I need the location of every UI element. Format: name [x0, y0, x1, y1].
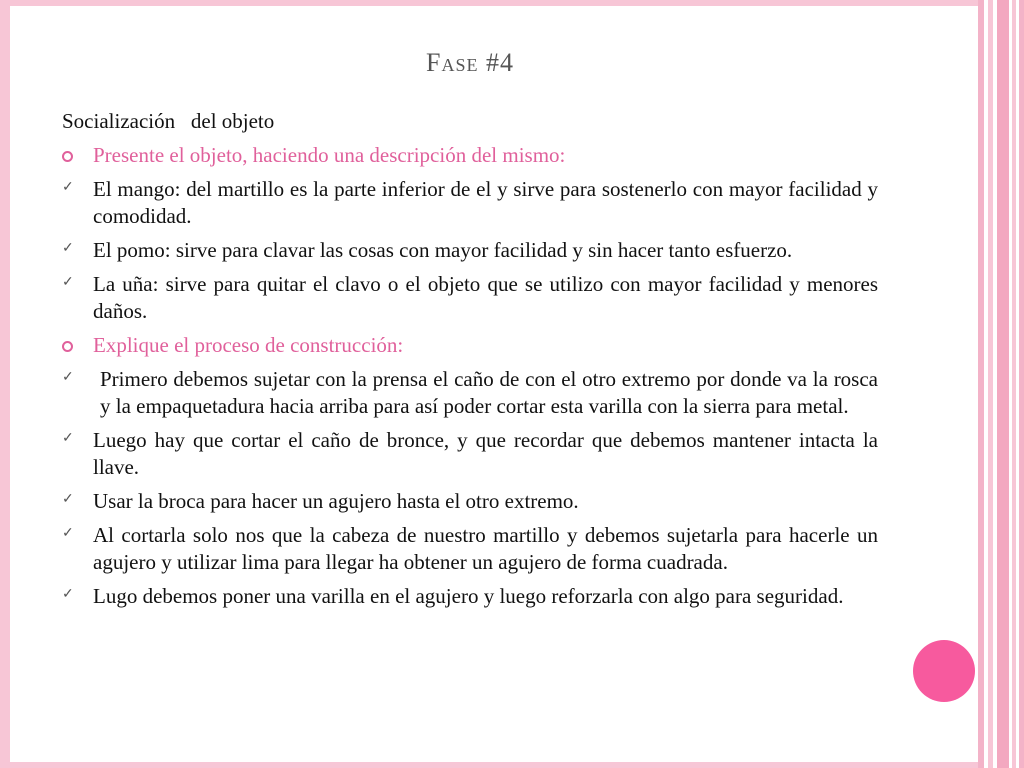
- list-item: [62, 427, 878, 481]
- checkmark-icon: ✓: [62, 241, 74, 256]
- checkmark-icon: ✓: [62, 492, 74, 507]
- slide-subtitle: Socialización del objeto: [62, 109, 275, 133]
- list-item-text: Lugo debemos poner una varilla en el agujero y luego reforzarla con algo para seguridad.: [93, 584, 844, 608]
- list-item-text: Explique el proceso de construcción:: [93, 333, 404, 357]
- list-item-text: Primero debemos sujetar con la prensa el caño de con el otro extremo por donde va la rosca y la empaquetadura hacia arriba para así poder cortar esta varilla con la sierra para metal.: [100, 367, 878, 418]
- checkmark-icon: ✓: [62, 370, 74, 385]
- decorative-stripes: [978, 0, 1024, 768]
- list-item-text: Luego hay que cortar el caño de bronce, y que recordar que debemos mantener intacta la llave.: [93, 428, 878, 479]
- stripe: [978, 0, 984, 768]
- list-item: [62, 176, 878, 230]
- list-item: [62, 488, 878, 515]
- list-item-heading: [62, 332, 878, 359]
- slide-content: [62, 108, 878, 617]
- frame-top-border: [0, 0, 1024, 6]
- ring-bullet-icon: [62, 151, 73, 162]
- list-item: [62, 366, 878, 420]
- list-item: [62, 237, 878, 264]
- stripe: [988, 0, 993, 768]
- list-item-text: El mango: del martillo es la parte inferior de el y sirve para sostenerlo con mayor facilidad y comodidad.: [93, 177, 878, 228]
- stripe: [1012, 0, 1016, 768]
- list-item-heading: [62, 142, 878, 169]
- list-item: [62, 271, 878, 325]
- list-item-text: La uña: sirve para quitar el clavo o el objeto que se utilizo con mayor facilidad y menores daños.: [93, 272, 878, 323]
- ring-bullet-icon: [62, 341, 73, 352]
- checkmark-icon: ✓: [62, 431, 74, 446]
- list-item-text: Presente el objeto, haciendo una descripción del mismo:: [93, 143, 566, 167]
- checkmark-icon: ✓: [62, 587, 74, 602]
- frame-left-border: [0, 0, 10, 768]
- frame-bottom-border: [0, 762, 1024, 768]
- list-item-text: Usar la broca para hacer un agujero hasta el otro extremo.: [93, 489, 579, 513]
- list-item-text: Al cortarla solo nos que la cabeza de nuestro martillo y debemos sujetarla para hacerle un agujero y utilizar lima para llegar ha obtener un agujero de forma cuadrada.: [93, 523, 878, 574]
- decorative-circle: [913, 640, 975, 702]
- stripe: [997, 0, 1009, 768]
- slide-title: Fase #4: [426, 48, 514, 77]
- stripe: [1019, 0, 1024, 768]
- checkmark-icon: ✓: [62, 180, 74, 195]
- checkmark-icon: ✓: [62, 275, 74, 290]
- list-item: [62, 583, 878, 610]
- checkmark-icon: ✓: [62, 526, 74, 541]
- list-item-text: El pomo: sirve para clavar las cosas con mayor facilidad y sin hacer tanto esfuerzo.: [93, 238, 793, 262]
- list-item: [62, 522, 878, 576]
